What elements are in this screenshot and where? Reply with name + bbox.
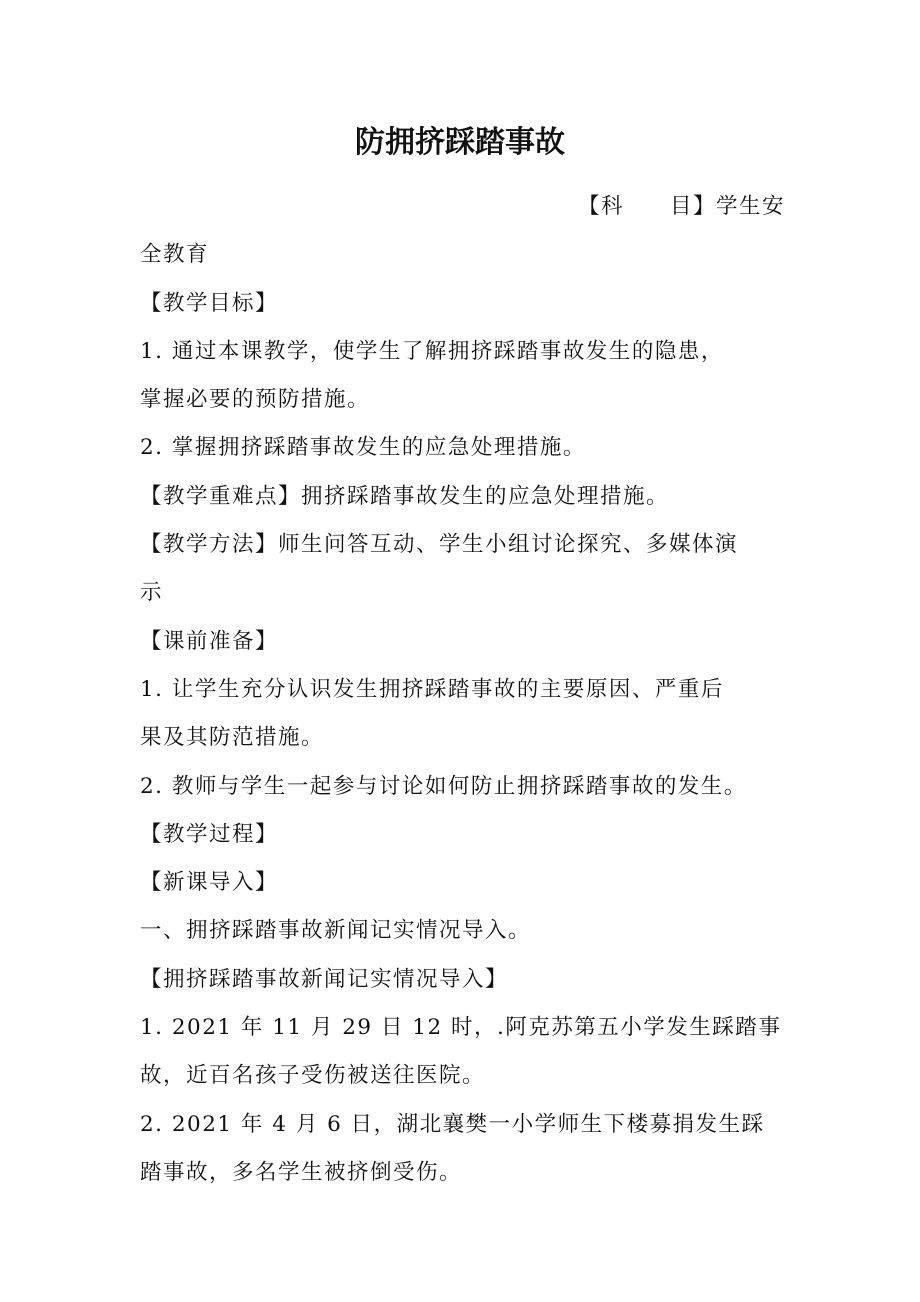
paragraph-line: 2. 教师与学生一起参与讨论如何防止拥挤踩踏事故的发生。 xyxy=(140,773,747,799)
paragraph-line: 全教育 xyxy=(140,242,210,268)
paragraph-line: 故，近百名孩子受伤被送往医院。 xyxy=(140,1063,486,1089)
paragraph-line: 1. 通过本课教学，使学生了解拥挤踩踏事故发生的隐患， xyxy=(140,338,724,364)
paragraph-line: 【教学重难点】拥挤踩踏事故发生的应急处理措施。 xyxy=(140,483,670,509)
paragraph-line: 2. 2021 年 4 月 6 日，湖北襄樊一小学师生下楼募捐发生踩 xyxy=(140,1111,765,1137)
paragraph-line: 1. 2021 年 11 月 29 日 12 时，.阿克苏第五小学发生踩踏事 xyxy=(140,1015,782,1041)
paragraph-line: 【教学过程】 xyxy=(140,821,279,847)
paragraph-line: 2. 掌握拥挤踩踏事故发生的应急处理措施。 xyxy=(140,435,586,461)
paragraph-line: 果及其防范措施。 xyxy=(140,725,325,751)
document-body xyxy=(140,183,785,1197)
document-title: 防拥挤踩踏事故 xyxy=(355,125,565,160)
paragraph-line: 掌握必要的预防措施。 xyxy=(140,387,371,413)
paragraph-line: 【教学目标】 xyxy=(140,290,279,316)
paragraph-line: 【教学方法】师生问答互动、学生小组讨论探究、多媒体演 xyxy=(140,532,739,558)
paragraph-line: 【拥挤踩踏事故新闻记实情况导入】 xyxy=(140,966,509,992)
paragraph-line: 示 xyxy=(140,580,164,606)
paragraph-line: 1. 让学生充分认识发生拥挤踩踏事故的主要原因、严重后 xyxy=(140,676,724,702)
subject-line: 【科 目】学生安 xyxy=(577,194,785,219)
paragraph-line: 一、拥挤踩踏事故新闻记实情况导入。 xyxy=(140,918,532,944)
paragraph-line: 踏事故，多名学生被挤倒受伤。 xyxy=(140,1159,463,1185)
paragraph-line: 【新课导入】 xyxy=(140,870,279,896)
paragraph-line: 【课前准备】 xyxy=(140,628,279,654)
